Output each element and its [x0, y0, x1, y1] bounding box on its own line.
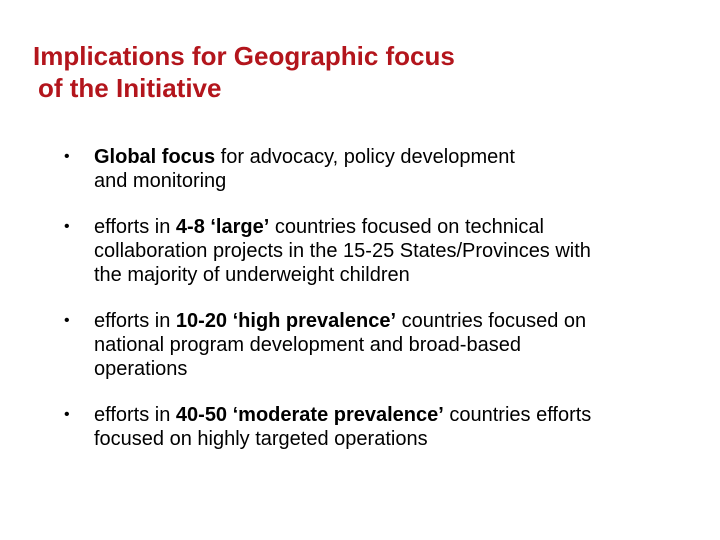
bullet-text — [94, 145, 704, 193]
slide-title — [33, 40, 673, 104]
bullet-text — [94, 309, 704, 381]
bullet-dot-icon: • — [64, 406, 70, 423]
title-line-2: of the Initiative — [38, 73, 222, 103]
bullet-dot-icon: • — [64, 312, 70, 329]
bullet-line — [94, 145, 704, 169]
bullet-item-large-countries — [64, 215, 704, 287]
bullet-pre: efforts in — [94, 310, 176, 332]
bullet-pre: efforts in — [94, 216, 176, 238]
bullet-list — [64, 145, 704, 473]
bullet-bold: 4-8 ‘large’ — [175, 216, 270, 238]
bullet-line — [94, 215, 704, 239]
bullet-item-high-prevalence — [64, 309, 704, 381]
bullet-text — [94, 403, 704, 451]
title-line-1: Implications for Geographic focus — [33, 41, 455, 71]
bullet-line: operations — [94, 358, 188, 380]
bullet-rest: for advocacy, policy development — [215, 146, 515, 168]
bullet-line: and monitoring — [94, 170, 227, 192]
bullet-rest: countries efforts — [443, 404, 592, 426]
bullet-bold: 40-50 ‘moderate prevalence’ — [175, 404, 444, 426]
bullet-dot-icon: • — [64, 148, 70, 165]
bullet-text — [94, 215, 704, 287]
bullet-item-global-focus — [64, 145, 704, 193]
bullet-line: focused on highly targeted operations — [94, 428, 428, 450]
bullet-pre: efforts in — [94, 404, 176, 426]
bullet-line: collaboration projects in the 15-25 States/Provinces with — [94, 240, 591, 262]
bullet-rest: countries focused on — [396, 310, 587, 332]
bullet-line — [94, 403, 704, 427]
bullet-dot-icon: • — [64, 218, 70, 235]
bullet-line — [94, 309, 704, 333]
bullet-rest: countries focused on technical — [269, 216, 544, 238]
bullet-bold: Global focus — [94, 146, 216, 168]
bullet-line: national program development and broad-based — [94, 334, 521, 356]
bullet-item-moderate-prevalence — [64, 403, 704, 451]
bullet-bold: 10-20 ‘high prevalence’ — [175, 310, 397, 332]
bullet-line: the majority of underweight children — [94, 264, 410, 286]
